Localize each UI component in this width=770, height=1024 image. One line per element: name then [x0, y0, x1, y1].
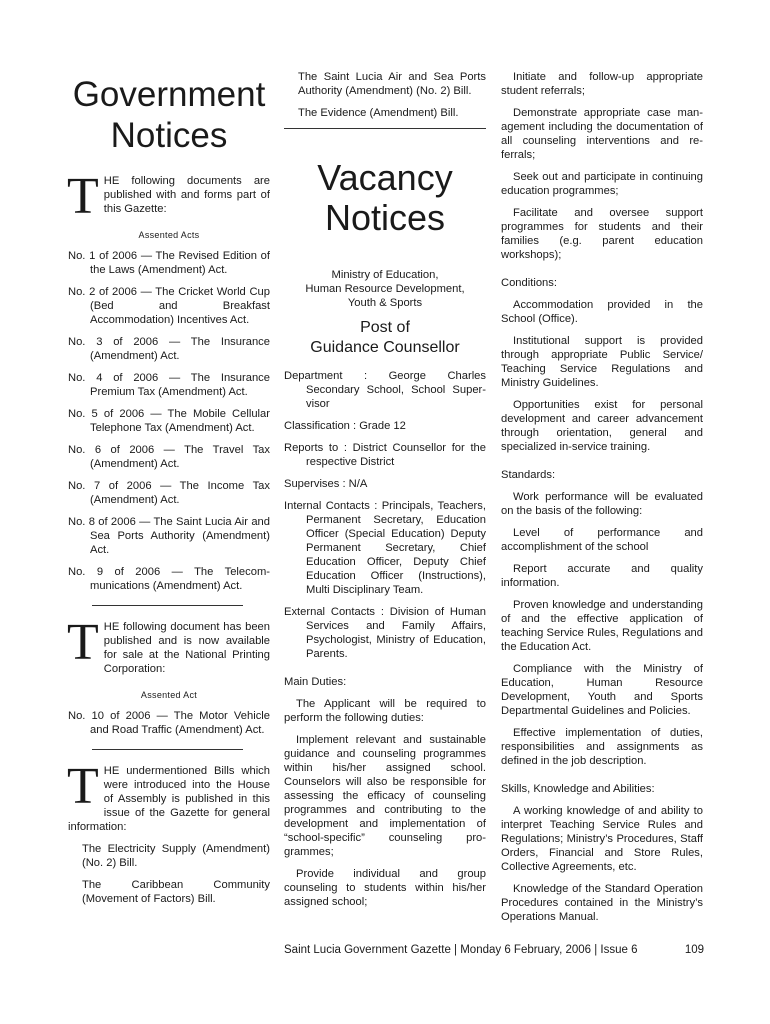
- act-item: No. 5 of 2006 — The Mobile Cellular Telephone Tax (Amendment) Act.: [68, 408, 270, 434]
- bill-item: The Caribbean Community (Movement of Factors) Bill.: [82, 879, 270, 905]
- intro-paragraph-2: [67, 614, 270, 676]
- standard-item: Compliance with the Ministry of Education, Human Resource Development, Youth and Sports Departmental Guidelines and Policies.: [501, 663, 703, 717]
- dropcap-2: T: [67, 614, 99, 671]
- standards-intro: Work performance will be evaluated on the basis of the following:: [501, 491, 703, 517]
- intro-paragraph-3: [67, 758, 270, 834]
- post-title-line2: Guidance Counsellor: [310, 339, 460, 356]
- supervises-field: Supervises : N/A: [284, 478, 368, 490]
- vacancy-title-line2: Notices: [324, 197, 446, 238]
- government-title-line1: Government: [72, 75, 266, 114]
- duty-item: Provide individual and group counseling to students within his/her assigned school;: [284, 868, 486, 908]
- act-item: No. 9 of 2006 — The Telecom- munications (Amendment) Act.: [68, 566, 270, 592]
- page-footer: [284, 943, 704, 957]
- assented-act-heading: Assented Act: [140, 690, 198, 700]
- divider: [284, 128, 486, 129]
- condition-item: Accommodation provided in the School (Office).: [501, 299, 703, 325]
- act-item: No. 7 of 2006 — The Income Tax (Amendment) Act.: [68, 480, 270, 506]
- standards-heading: Standards:: [501, 469, 556, 481]
- skill-item: A working knowledge of and ability to interpret Teaching Service Rules and Regulations; Ministry’s Procedures, Staff Orders, Financial and Store Rules, Collective Agreements, etc.: [501, 805, 703, 873]
- ministry-line: Human Resource Development,: [305, 283, 465, 295]
- internal-contacts-field: Internal Contacts : Principals, Teachers, Permanent Secretary, Education Officer (Special Education) Deputy Permanent Secretary, Chief Education Officer, Deputy Chief Education Officer (Instructions), Multi Disciplinary Team.: [284, 500, 486, 596]
- act-item: No. 4 of 2006 — The Insurance Premium Tax (Amendment) Act.: [68, 372, 270, 398]
- intro-text-1: HE following documents are published with and forms part of this Gazette:: [103, 175, 270, 215]
- intro-text-2: HE following document has been published and is now available for sale at the National Printing Corporation:: [103, 621, 270, 675]
- skill-item: Knowledge of the Standard Operation Procedures contained in the Ministry’s Operations Manual.: [501, 883, 703, 923]
- duty-item: Initiate and follow-up appropriate student referrals;: [501, 71, 703, 97]
- standard-item: Proven knowledge and understanding of and the effective application of teaching Service Rules, Regulations and the Education Act.: [501, 599, 703, 653]
- act-item: No. 10 of 2006 — The Motor Vehicle and Road Traffic (Amendment) Act.: [68, 710, 270, 736]
- skills-heading: Skills, Knowledge and Abilities:: [501, 783, 655, 795]
- ministry-line: Youth & Sports: [347, 297, 423, 309]
- post-title-line1: Post of: [360, 319, 410, 336]
- reports-to-field: Reports to : District Counsellor for the respective District: [284, 442, 486, 468]
- act-item: No. 2 of 2006 — The Cricket World Cup (Bed and Breakfast Accommodation) Incentives Act.: [68, 286, 270, 326]
- duty-item: Implement relevant and sustainable guidance and counseling programmes within his/her assigned school. Counselors will also be responsible for assessing the efficacy of counseling programmes and contributing to the development and implementation of “school-specific” counseling pro- grammes;: [284, 734, 486, 858]
- page-number: 109: [684, 944, 704, 956]
- bill-item: The Saint Lucia Air and Sea Ports Authority (Amendment) (No. 2) Bill.: [298, 71, 486, 97]
- classification-field: Classification : Grade 12: [284, 420, 406, 432]
- act-item: No. 8 of 2006 — The Saint Lucia Air and Sea Ports Authority (Amendment) Act.: [68, 516, 270, 556]
- department-field: Department : George Charles Secondary School, School Super- visor: [284, 370, 486, 410]
- intro-text-3: HE undermentioned Bills which were introduced into the House of Assembly is published in this issue of the Gazette for general information:: [68, 765, 270, 833]
- government-title-line2: Notices: [110, 116, 228, 155]
- ministry-line: Ministry of Education,: [331, 269, 439, 281]
- standard-item: Report accurate and quality information.: [501, 563, 703, 589]
- assented-acts-heading: Assented Acts: [138, 230, 200, 240]
- vacancy-title-line1: Vacancy: [317, 157, 453, 198]
- act-item: No. 1 of 2006 — The Revised Edition of the Laws (Amendment) Act.: [68, 250, 270, 276]
- duty-item: Demonstrate appropriate case man- agement including the documentation of all counseling interventions and re- ferrals;: [501, 107, 703, 161]
- intro-paragraph-1: [67, 168, 270, 225]
- main-duties-heading: Main Duties:: [284, 676, 347, 688]
- footer-text: Saint Lucia Government Gazette | Monday 6 February, 2006 | Issue 6: [284, 944, 638, 956]
- condition-item: Institutional support is provided through appropriate Public Service/ Teaching Service Regulations and Ministry Guidelines.: [501, 335, 703, 389]
- bill-item: The Electricity Supply (Amendment) (No. 2) Bill.: [82, 843, 270, 869]
- external-contacts-field: External Contacts : Division of Human Services and Family Affairs, Psychologist, Ministry of Education, Parents.: [284, 606, 486, 660]
- duties-intro: The Applicant will be required to perform the following duties:: [284, 698, 486, 724]
- divider: [92, 605, 243, 606]
- duty-item: Facilitate and oversee support programmes for students and their families (e.g. parent education workshops);: [501, 207, 703, 261]
- condition-item: Opportunities exist for personal development and career advancement through orientation, general and specialized in-service training.: [501, 399, 703, 453]
- dropcap-3: T: [67, 758, 99, 815]
- standard-item: Effective implementation of duties, responsibilities and assignments as defined in the job description.: [501, 727, 703, 767]
- standard-item: Level of performance and accomplishment of the school: [501, 527, 703, 553]
- divider: [92, 749, 243, 750]
- dropcap-1: T: [67, 168, 99, 225]
- bill-item: The Evidence (Amendment) Bill.: [298, 107, 459, 119]
- duty-item: Seek out and participate in continuing education programmes;: [501, 171, 703, 197]
- act-item: No. 6 of 2006 — The Travel Tax (Amendment) Act.: [68, 444, 270, 470]
- conditions-heading: Conditions:: [501, 277, 557, 289]
- act-item: No. 3 of 2006 — The Insurance (Amendment) Act.: [68, 336, 270, 362]
